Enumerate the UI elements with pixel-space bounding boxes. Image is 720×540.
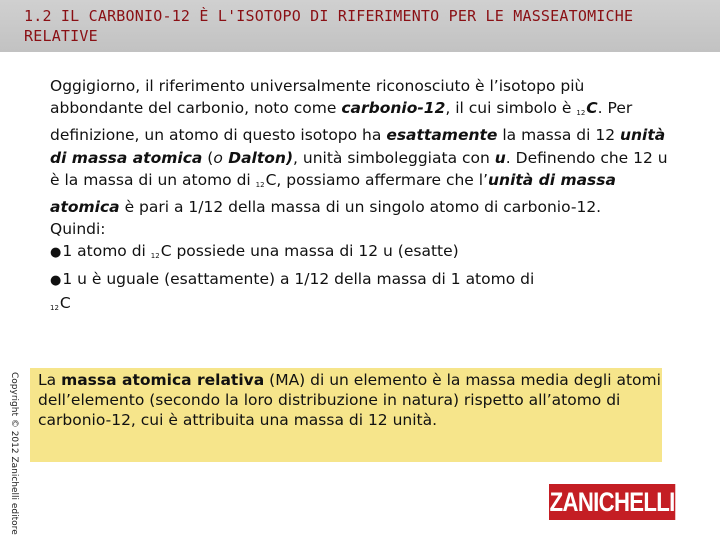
amu-term: unità di massa atomica	[50, 126, 666, 167]
carbon12-term: carbonio-12	[341, 99, 446, 118]
mass-number: 12	[150, 252, 160, 261]
copyright-notice: Copyright © 2012 Zanichelli editore	[9, 372, 19, 535]
quindi-label: Quindi:	[50, 220, 106, 239]
amu-term-2: unità di massa atomica	[50, 170, 616, 217]
text-run: . Definendo che 12 u è la massa di un atomo di	[50, 148, 668, 189]
bullet-2-text: 1 u è uguale (esattamente) a 1/12 della massa di 1 atomo di	[62, 269, 535, 288]
body-paragraph	[50, 75, 670, 319]
text-run: la massa di 12	[497, 126, 620, 145]
text-run: C, possiamo affermare che l’	[265, 170, 488, 189]
u-symbol: u	[494, 148, 506, 167]
definition-box	[30, 368, 662, 462]
text-run: . Per definizione, un atomo di questo isotopo ha	[50, 99, 633, 145]
slide-header	[0, 0, 720, 52]
dalton-term: Dalton)	[222, 148, 294, 167]
relative-atomic-mass-term: massa atomica relativa	[61, 371, 265, 389]
zanichelli-logo: ZANICHELLI	[549, 484, 675, 520]
definition-text	[38, 370, 662, 430]
carbon-symbol: C	[586, 99, 598, 118]
bullet-icon: ●	[50, 272, 62, 288]
carbon-symbol-plain: C	[59, 293, 71, 312]
mass-number: 12	[576, 109, 586, 118]
mass-number: 12	[50, 303, 59, 312]
or-word: o	[213, 148, 223, 167]
text-run: , il cui simbolo è	[445, 99, 577, 118]
text-run: Oggigiorno, il riferimento universalmente riconosciuto è l’isotopo più abbondante del carbonio, noto come	[50, 77, 585, 118]
text-run: La	[38, 371, 62, 389]
bullet-icon: ●	[50, 245, 62, 261]
bullet-1-text: 1 atomo di	[62, 242, 151, 261]
text-run: , unità simboleggiata con	[293, 148, 495, 167]
exactly-term: esattamente	[386, 126, 498, 145]
text-run: (	[202, 148, 214, 167]
mass-number: 12	[255, 180, 265, 189]
text-run: è pari a 1/12 della massa di un singolo atomo di carbonio-12.	[119, 198, 602, 217]
bullet-1-rest: C possiede una massa di 12 u (esatte)	[160, 242, 459, 261]
text-run: (MA) di un elemento è la massa media degli atomi dell’elemento (secondo la loro distribuzione in natura) rispetto all’atomo di carbonio-12, cui è attribuita una massa di 12 unità.	[38, 371, 661, 429]
slide-title: 1.2 IL CARBONIO-12 È L'ISOTOPO DI RIFERIMENTO PER LE MASSEATOMICHE RELATIVE	[24, 7, 634, 45]
